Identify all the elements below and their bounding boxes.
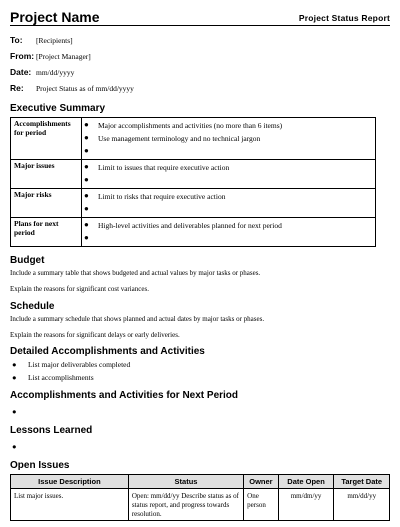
project-name: Project Name — [10, 9, 100, 25]
column-header: Status — [128, 475, 243, 489]
memo-to — [10, 35, 390, 51]
memo-block — [10, 35, 390, 99]
report-title: Project Status Report — [298, 13, 390, 23]
open-issues-table — [10, 474, 390, 521]
memo-label: Date: — [10, 67, 32, 77]
summary-row-label: Accomplishments for period — [11, 118, 82, 160]
lessons-list — [10, 440, 390, 453]
bullet-icon: ● — [84, 133, 89, 142]
bullet-icon: ● — [84, 220, 89, 229]
memo-label: To: — [10, 35, 23, 45]
bullet-icon: ● — [84, 120, 89, 129]
table-row — [11, 489, 390, 521]
memo-value: Project Status as of mm/dd/yyyy — [36, 84, 134, 93]
issue-status-cell: Open: mm/dd/yy Describe status as of status report, and progress towards resolution. — [128, 489, 243, 521]
bullet-icon: ● — [84, 162, 89, 171]
bullet-icon: ● — [12, 360, 17, 369]
summary-item — [98, 174, 372, 187]
memo-date — [10, 67, 390, 83]
table-header-row — [11, 475, 390, 489]
summary-row-label: Plans for next period — [11, 218, 82, 247]
memo-value: [Recipients] — [36, 36, 73, 45]
memo-label: Re: — [10, 83, 24, 93]
memo-from — [10, 51, 390, 67]
summary-row-accomplishments — [11, 118, 376, 160]
next-period-heading: Accomplishments and Activities for Next Period — [10, 390, 239, 401]
schedule-line: Include a summary schedule that shows planned and actual dates by major tasks or phases. — [10, 315, 265, 323]
memo-value: [Project Manager] — [36, 52, 91, 61]
issue-owner-cell: One person — [244, 489, 279, 521]
summary-item: High-level activities and deliverables planned for next period — [98, 221, 282, 230]
bullet-icon: ● — [84, 146, 89, 155]
memo-value: mm/dd/yyyy — [36, 68, 75, 77]
summary-item — [98, 145, 372, 158]
summary-item — [98, 232, 372, 245]
column-header: Target Date — [334, 475, 390, 489]
issue-date-open-cell: mm/dm/yy — [278, 489, 334, 521]
executive-summary-table — [10, 117, 376, 247]
column-header: Date Open — [278, 475, 334, 489]
budget-line: Include a summary table that shows budgeted and actual values by major tasks or phases. — [10, 269, 261, 277]
bullet-icon: ● — [12, 442, 17, 451]
list-item — [10, 440, 390, 453]
list-item: ● List major deliverables completed — [12, 360, 131, 369]
bullet-icon: ● — [84, 191, 89, 200]
list-item — [10, 405, 390, 418]
summary-item: Use management terminology and no technical jargon — [98, 134, 261, 143]
summary-item — [98, 203, 372, 216]
summary-row-issues — [11, 160, 376, 189]
summary-row-risks — [11, 189, 376, 218]
summary-item: Limit to issues that require executive action — [98, 163, 230, 172]
bullet-icon: ● — [12, 373, 17, 382]
column-header: Owner — [244, 475, 279, 489]
lessons-heading: Lessons Learned — [10, 425, 93, 436]
budget-line: Explain the reasons for significant cost variances. — [10, 285, 149, 293]
detailed-heading: Detailed Accomplishments and Activities — [10, 346, 205, 357]
bullet-icon: ● — [12, 407, 17, 416]
bullet-icon: ● — [84, 204, 89, 213]
bullet-icon: ● — [84, 233, 89, 242]
summary-item: Major accomplishments and activities (no more than 6 items) — [98, 121, 283, 130]
summary-row-label: Major issues — [11, 160, 82, 189]
next-period-list — [10, 405, 390, 418]
detailed-list — [10, 358, 390, 384]
budget-heading: Budget — [10, 255, 45, 266]
schedule-line: Explain the reasons for significant delays or early deliveries. — [10, 331, 180, 339]
page-header — [10, 0, 390, 26]
memo-re — [10, 83, 390, 99]
summary-item: Limit to risks that require executive action — [98, 192, 226, 201]
memo-label: From: — [10, 51, 35, 61]
issue-description-cell: List major issues. — [11, 489, 129, 521]
schedule-heading: Schedule — [10, 301, 55, 312]
open-issues-heading: Open Issues — [10, 460, 70, 471]
executive-summary-heading: Executive Summary — [10, 103, 106, 114]
bullet-icon: ● — [84, 175, 89, 184]
list-item: ● List accomplishments — [12, 373, 94, 382]
column-header: Issue Description — [11, 475, 129, 489]
issue-target-date-cell: mm/dd/yy — [334, 489, 390, 521]
summary-row-plans — [11, 218, 376, 247]
summary-row-label: Major risks — [11, 189, 82, 218]
